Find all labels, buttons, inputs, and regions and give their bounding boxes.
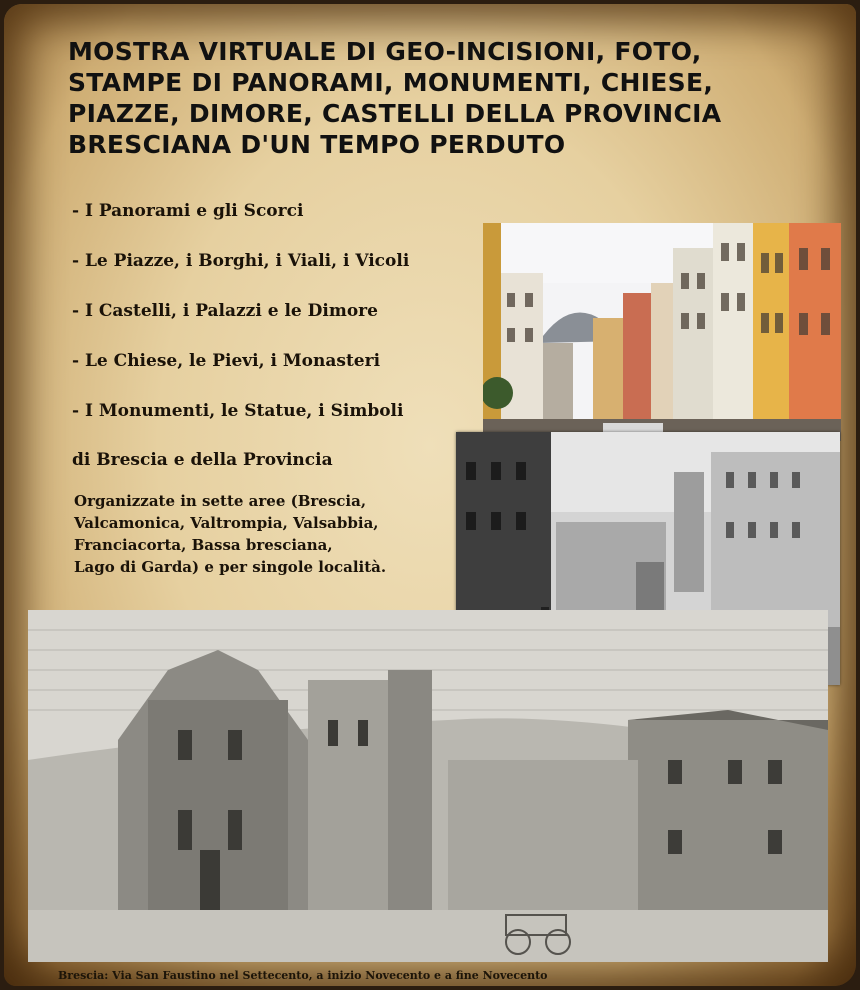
topic-item: - Le Piazze, i Borghi, i Viali, i Vicoli bbox=[72, 251, 410, 271]
engraving-church-view bbox=[28, 610, 828, 962]
topic-item: - I Castelli, i Palazzi e le Dimore bbox=[72, 301, 378, 321]
title-line: MOSTRA VIRTUALE DI GEO-INCISIONI, FOTO, bbox=[68, 37, 702, 66]
title-line: BRESCIANA D'UN TEMPO PERDUTO bbox=[68, 130, 566, 159]
title-line: STAMPE DI PANORAMI, MONUMENTI, CHIESE, bbox=[68, 68, 714, 97]
areas-text bbox=[74, 490, 454, 578]
subtitle: di Brescia e della Provincia bbox=[72, 450, 333, 470]
modern-street-photo bbox=[483, 223, 841, 441]
topic-item: - I Panorami e gli Scorci bbox=[72, 201, 304, 221]
areas-line: Organizzate in sette aree (Brescia, bbox=[74, 492, 367, 510]
caption: Brescia: Via San Faustino nel Settecento, a inizio Novecento e a fine Novecento bbox=[58, 969, 548, 982]
areas-line: Franciacorta, Bassa bresciana, bbox=[74, 536, 333, 554]
topic-list bbox=[72, 198, 409, 448]
page-title bbox=[68, 36, 828, 160]
topic-item: - Le Chiese, le Pievi, i Monasteri bbox=[72, 351, 381, 371]
title-line: PIAZZE, DIMORE, CASTELLI DELLA PROVINCIA bbox=[68, 99, 722, 128]
areas-line: Lago di Garda) e per singole località. bbox=[74, 558, 387, 576]
topic-item: - I Monumenti, le Statue, i Simboli bbox=[72, 401, 404, 421]
areas-line: Valcamonica, Valtrompia, Valsabbia, bbox=[74, 514, 379, 532]
